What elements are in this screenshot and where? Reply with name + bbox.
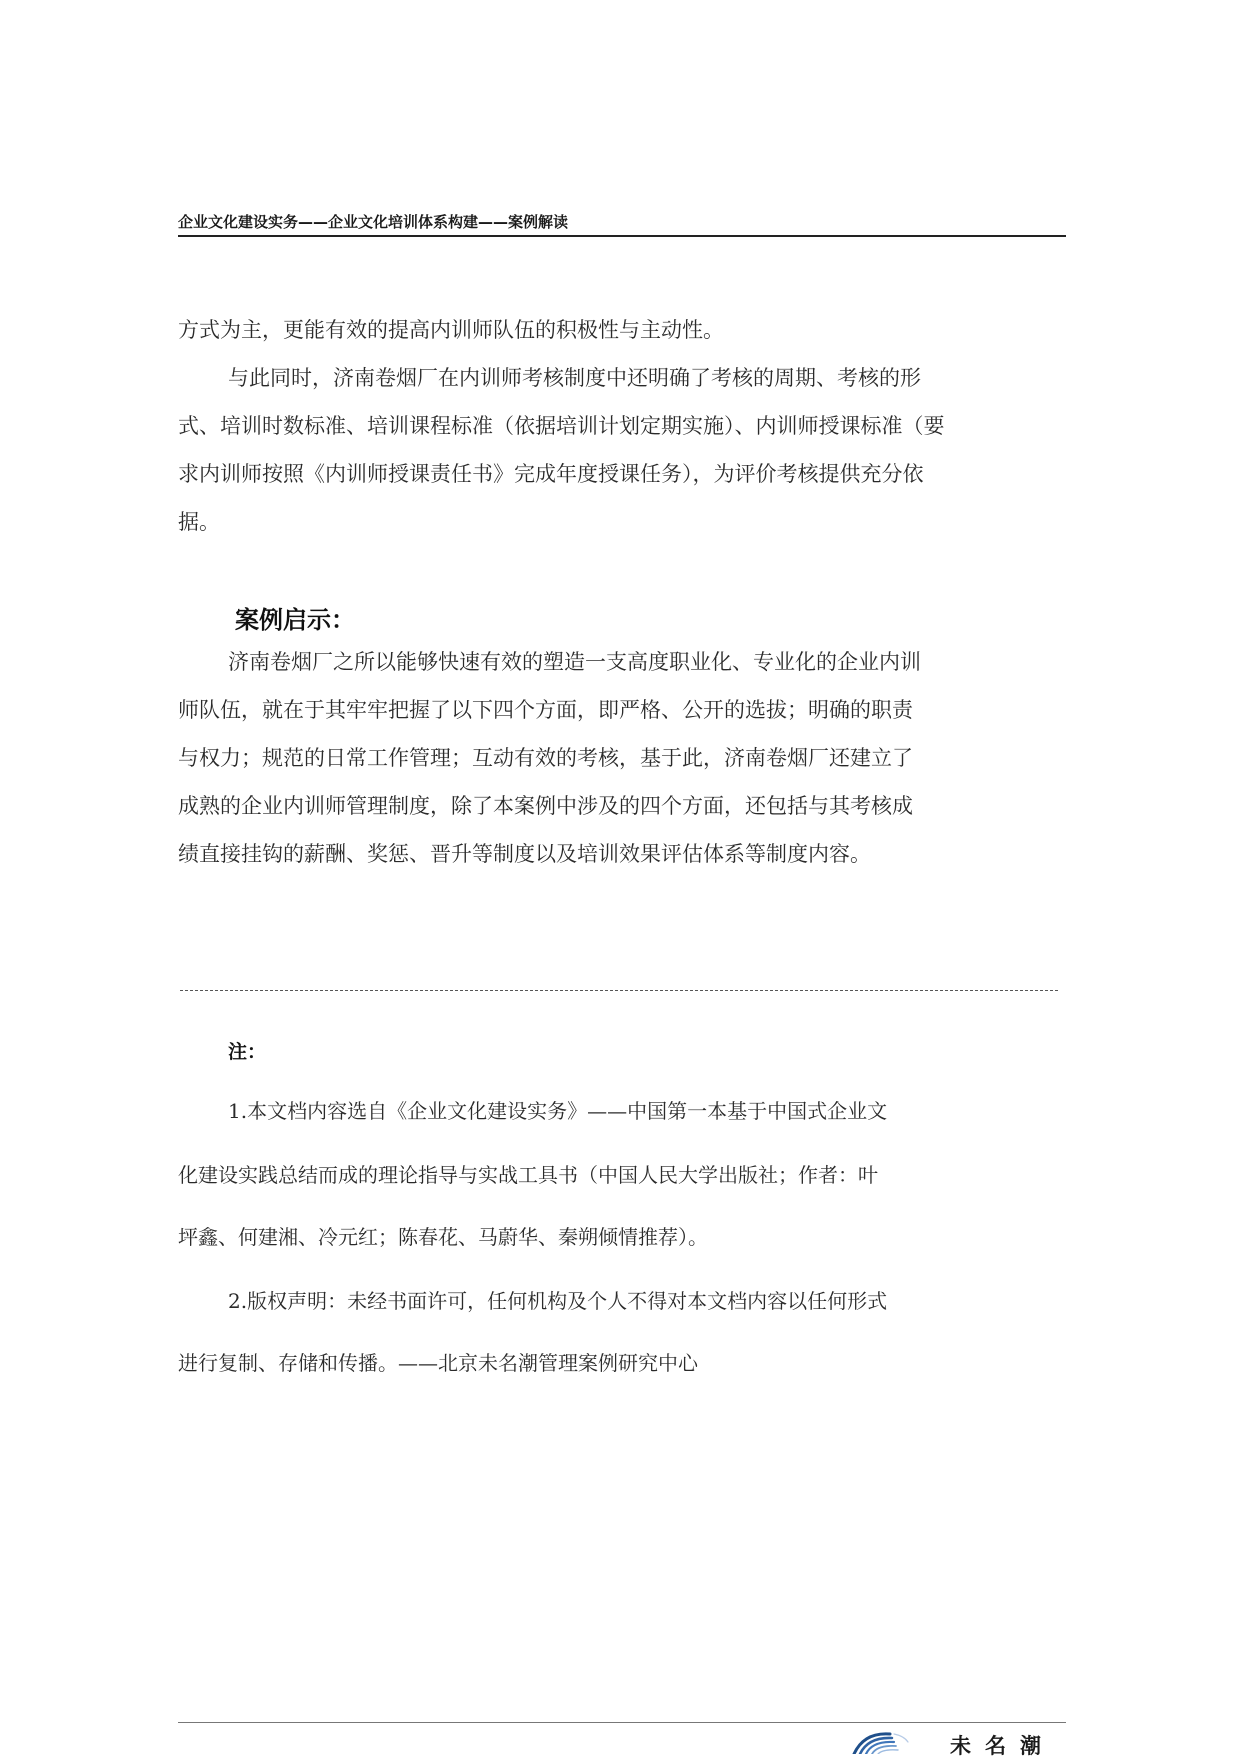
note-line: 进行复制、存储和传播。——北京未名潮管理案例研究中心 (178, 1351, 698, 1375)
case-line: 师队伍，就在于其牢牢把握了以下四个方面，即严格、公开的选拔；明确的职责 (178, 698, 913, 722)
body-line: 求内训师按照《内训师授课责任书》完成年度授课任务），为评价考核提供充分依 (178, 462, 924, 486)
note-line: 化建设实践总结而成的理论指导与实战工具书（中国人民大学出版社；作者：叶 (178, 1163, 878, 1187)
case-insight-heading: 案例启示： (235, 606, 355, 634)
note-line: 2.版权声明：未经书面许可，任何机构及个人不得对本文档内容以任何形式 (228, 1289, 888, 1313)
body-line: 与此同时，济南卷烟厂在内训师考核制度中还明确了考核的周期、考核的形 (228, 366, 921, 390)
case-line: 绩直接挂钩的薪酬、奖惩、晋升等制度以及培训效果评估体系等制度内容。 (178, 842, 871, 866)
body-line: 方式为主，更能有效的提高内训师队伍的积极性与主动性。 (178, 318, 724, 342)
note-label: 注： (228, 1041, 267, 1063)
body-line: 式、培训时数标准、培训课程标准（依据培训计划定期实施）、内训师授课标准（要 (178, 414, 945, 438)
note-line: 坪鑫、何建湘、冷元红；陈春花、马蔚华、秦朔倾情推荐）。 (178, 1225, 708, 1249)
note-line: 1.本文档内容选自《企业文化建设实务》——中国第一本基于中国式企业文 (228, 1099, 888, 1123)
footer-rule (178, 1722, 1066, 1723)
body-line: 据。 (178, 510, 220, 534)
dashed-divider (180, 990, 1058, 991)
case-line: 成熟的企业内训师管理制度，除了本案例中涉及的四个方面，还包括与其考核成 (178, 794, 913, 818)
case-line: 与权力；规范的日常工作管理；互动有效的考核，基于此，济南卷烟厂还建立了 (178, 746, 913, 770)
swirl-logo-icon (850, 1728, 912, 1754)
running-header-title: 企业文化建设实务——企业文化培训体系构建——案例解读 (178, 213, 569, 231)
footer-brand: 未名潮 (950, 1734, 1055, 1758)
running-header (178, 207, 1066, 237)
case-line: 济南卷烟厂之所以能够快速有效的塑造一支高度职业化、专业化的企业内训 (228, 650, 921, 674)
